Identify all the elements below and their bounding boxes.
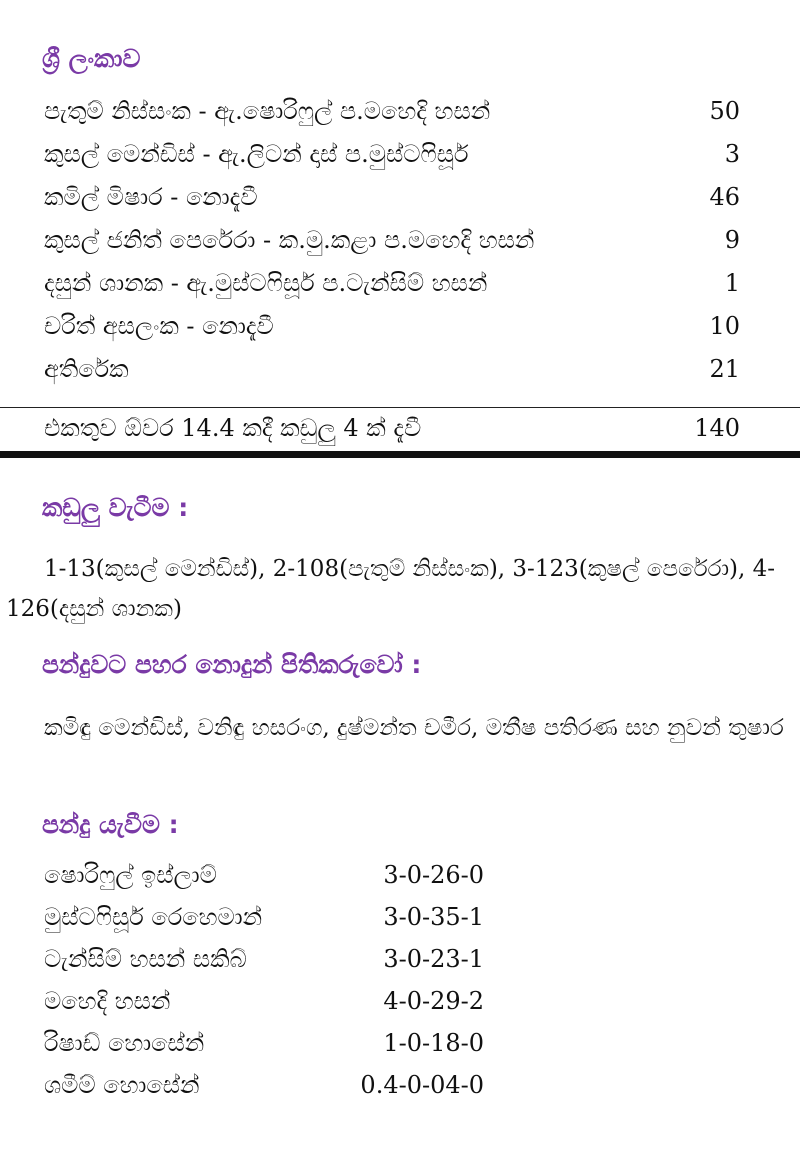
bowler-figures: 3-0-23-1 — [383, 945, 484, 973]
batter-runs: 3 — [724, 140, 740, 168]
batting-row — [44, 140, 740, 180]
bowler-figures: 4-0-29-2 — [383, 987, 484, 1015]
did-not-bat-text: කමිඳු මෙන්ඩිස්, වනිඳු හසරංග, දුෂ්මන්ත චමීර, මතීෂ පතිරණ සහ නුවන් තුෂාර — [44, 715, 784, 741]
bowler-figures: 0.4-0-04-0 — [360, 1071, 484, 1099]
batter-runs: 50 — [709, 97, 740, 125]
did-not-bat-heading: පන්දුවට පහර නොදුන් පිතිකරුවෝ : — [42, 650, 422, 679]
batter-name: කුසල් ජනිත් පෙරේරා - ක.මු.කළා ප.මහෙදි හසන් — [44, 226, 535, 254]
bowler-figures: 1-0-18-0 — [383, 1029, 484, 1057]
extras-row — [44, 355, 740, 395]
batter-runs: 1 — [724, 269, 740, 297]
batting-row — [44, 312, 740, 352]
section-divider — [0, 451, 800, 458]
batter-name: දසුන් ශානක - ඇ.මුස්ටෆිසූර් ප.ටැන්සිම් හසන් — [44, 269, 488, 297]
total-runs: 140 — [694, 414, 740, 442]
batter-name: චරිත් අසලංක - නොදැවී — [44, 312, 274, 340]
team-heading: ශ්‍රී ලංකාව — [42, 44, 141, 73]
extras-label: අතිරේක — [44, 355, 129, 383]
bowler-name: රිෂාඩ් හොසේන් — [44, 1029, 205, 1057]
batter-runs: 10 — [709, 312, 740, 340]
bowling-heading: පන්දු යැවීම : — [42, 810, 179, 839]
bowler-name: මහෙදි හසන් — [44, 987, 171, 1015]
bowling-row — [44, 1029, 484, 1069]
batting-row — [44, 97, 740, 137]
bowler-figures: 3-0-26-0 — [383, 861, 484, 889]
bowling-row — [44, 987, 484, 1027]
bowler-name: මුස්ටෆිසූර් රෙහෙමාන් — [44, 903, 263, 931]
bowling-row — [44, 1071, 484, 1111]
batter-name: කුසල් මෙන්ඩිස් - ඇ.ලිටන් දාස් ප.මුස්ටෆිසූර් — [44, 140, 469, 168]
batting-row — [44, 226, 740, 266]
batting-row — [44, 183, 740, 223]
extras-runs: 21 — [709, 355, 740, 383]
bowler-name: ශමීම් හොසේන් — [44, 1071, 200, 1099]
bowler-name: ටැන්සිම් හසන් සකිබ් — [44, 945, 247, 973]
batting-row — [44, 269, 740, 309]
total-label: එකතුව ඕවර 14.4 කදී කඩුලු 4 ක් දැවී — [44, 414, 422, 442]
batter-runs: 9 — [724, 226, 740, 254]
bowling-row — [44, 903, 484, 943]
fall-of-wickets-text: 1-13(කුසල් මෙන්ඩිස්), 2-108(පැතුම් නිස්සංක), 3-123(කුෂල් පෙරේරා), 4-126(දසුන් ශානක) — [6, 556, 776, 622]
bowler-figures: 3-0-35-1 — [383, 903, 484, 931]
batter-name: පැතුම් නිස්සංක - ඇ.ෂොරිෆුල් ප.මහෙදි හසන් — [44, 97, 491, 125]
batter-name: කමිල් මිෂාර - නොදැවී — [44, 183, 258, 211]
bowling-row — [44, 861, 484, 901]
fall-of-wickets-heading: කඩුලු වැටීම : — [42, 493, 189, 522]
total-row — [0, 407, 800, 453]
batter-runs: 46 — [709, 183, 740, 211]
bowler-name: ෂොරිෆුල් ඉස්ලාම් — [44, 861, 217, 889]
bowling-row — [44, 945, 484, 985]
